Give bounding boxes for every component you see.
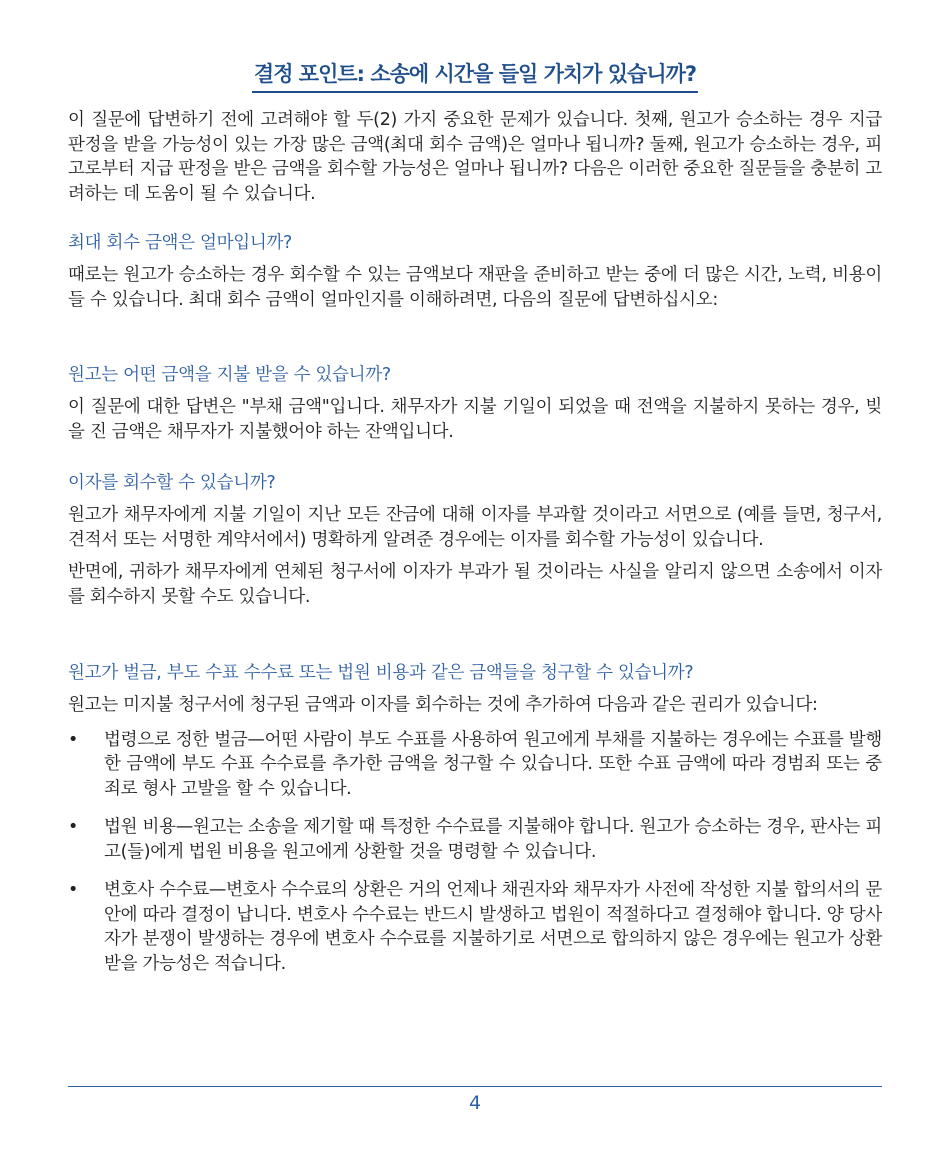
list-item [68,815,882,864]
section-paragraph: 때로는 원고가 승소하는 경우 회수할 수 있는 금액보다 재판을 준비하고 받는 중에 더 많은 시간, 노력, 비용이 들 수 있습니다. 최대 회수 금액이 얼마인지를 이해하려면, 다음의 질문에 답변하십시오: [68,265,882,310]
page-title: 결정 포인트: 소송에 시간을 들일 가치가 있습니까? [252,58,698,93]
section-heading: 최대 회수 금액은 얼마입니까? [68,233,293,253]
section-paragraph: 이 질문에 대한 답변은 "부채 금액"입니다. 채무자가 지불 기일이 되었을 때 전액을 지불하지 못하는 경우, 빚을 진 금액은 채무자가 지불했어야 하는 잔액입니다. [68,397,882,442]
list-item [68,728,882,802]
section-interest [68,471,882,609]
section-heading: 원고가 벌금, 부도 수표 수수료 또는 법원 비용과 같은 금액들을 청구할 수 있습니까? [68,663,694,683]
section-max-recovery [68,231,882,312]
list-item-text: 법령으로 정한 벌금—어떤 사람이 부도 수표를 사용하여 원고에게 부채를 지불하는 경우에는 수표를 발행한 금액에 부도 수표 수수료를 추가한 금액을 청구할 수 있습니다. 또한 수표 금액에 따라 경범죄 또는 중죄로 형사 고발을 할 수 있습니다. [104,729,882,799]
section-amount-owed [68,363,882,444]
section-paragraph: 반면에, 귀하가 채무자에게 연체된 청구서에 이자가 부과가 될 것이라는 사실을 알리지 않으면 소송에서 이자를 회수하지 못할 수도 있습니다. [68,562,882,607]
section-fees [68,661,882,976]
page-title-wrap [0,58,950,93]
bullet-icon: • [68,880,79,900]
list-item [68,878,882,976]
page-number: 4 [468,1092,482,1114]
list-item-text: 변호사 수수료—변호사 수수료의 상환은 거의 언제나 채권자와 채무자가 사전에 작성한 지불 합의서의 문안에 따라 결정이 납니다. 변호사 수수료는 반드시 발생하고 법원이 적절하다고 결정해야 합니다. 양 당사자가 분쟁이 발생하는 경우에 변호사 수수료를 지불하기로 서면으로 합의하지 않은 경우에는 원고가 상환 받을 가능성은 적습니다. [104,880,882,974]
fees-list [68,728,882,977]
list-item-text: 법원 비용—원고는 소송을 제기할 때 특정한 수수료를 지불해야 합니다. 원고가 승소하는 경우, 판사는 피고(들)에게 법원 비용을 원고에게 상환할 것을 명령할 수 있습니다. [104,817,882,862]
section-heading: 원고는 어떤 금액을 지불 받을 수 있습니까? [68,365,391,385]
section-paragraph: 원고는 미지불 청구서에 청구된 금액과 이자를 회수하는 것에 추가하여 다음과 같은 권리가 있습니다: [68,695,818,715]
section-heading: 이자를 회수할 수 있습니까? [68,473,276,493]
bullet-icon: • [68,729,79,750]
bullet-icon: • [68,817,79,837]
intro-block [68,108,882,206]
section-paragraph: 원고가 채무자에게 지불 기일이 지난 모든 잔금에 대해 이자를 부과할 것이라고 서면으로 (예를 들면, 청구서, 견적서 또는 서명한 계약서에서) 명확하게 알려준 경우에는 이자를 회수할 가능성이 있습니다. [68,505,882,550]
intro-paragraph: 이 질문에 답변하기 전에 고려해야 할 두(2) 가지 중요한 문제가 있습니다. 첫째, 원고가 승소하는 경우 지급 판정을 받을 가능성이 있는 가장 많은 금액(최대 회수 금액)은 얼마나 됩니까? 둘째, 원고가 승소하는 경우, 피고로부터 지급 판정을 받은 금액을 회수할 가능성은 얼마나 됩니까? 다음은 이러한 중요한 질문들을 충분히 고려하는 데 도움이 될 수 있습니다. [68,110,882,204]
footer-divider [68,1086,882,1087]
